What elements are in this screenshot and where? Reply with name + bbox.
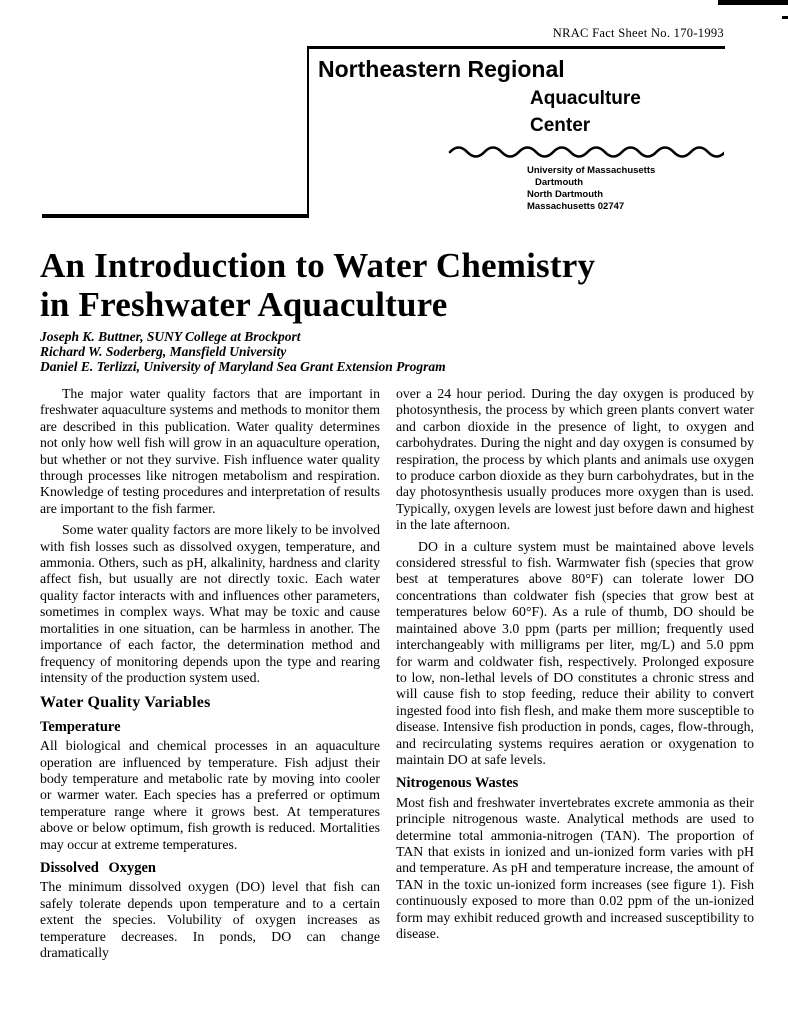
fact-sheet-number: NRAC Fact Sheet No. 170-1993 xyxy=(552,26,724,40)
author-list xyxy=(40,330,740,374)
paragraph: The major water quality factors that are important in freshwater aquaculture systems and methods to monitor them are described in this publication. Water quality determines not only how well fish will grow in an aquaculture operation, but whether or not they survive. Fish influence water quality through processes like nitrogen metabolism and respiration. Knowledge of testing procedures and interpretation of results are important to the fish farmer. xyxy=(40,386,380,516)
paragraph: DO in a culture system must be maintained above levels considered stressful to fish. Warmwater fish (species that grow best at temperatures above 80°F) can tolerate lower DO concentrations than coldwater fish (species that grow best at temperatures below 60°F). As a rule of thumb, DO should be maintained above 3.0 ppm (parts per million; frequently used interchangeably with milligrams per liter, mg/L) and 5.0 ppm for warm and coldwater fish, respectively. Prolonged exposure to low, non-lethal levels of DO constitutes a chronic stress and will cause fish to stop feeding, reduce their ability to convert ingested food into fish flesh, and make them more susceptible to disease. Intensive fish production in ponds, cages, flow-through, and recirculating systems requires aeration or oxygenation to maintain DO at safe levels. xyxy=(396,538,754,767)
author-line: Richard W. Soderberg, Mansfield University xyxy=(40,343,287,359)
subsection-heading: Temperature xyxy=(40,718,121,735)
subsection-heading: Dissolved Oxygen xyxy=(40,859,156,876)
section-heading: Water Quality Variables xyxy=(40,694,211,712)
address-line: Massachusetts 02747 xyxy=(527,201,625,212)
paragraph: All biological and chemical processes in an aquaculture operation are influenced by temperature. Fish adjust their body temperature and metabolic rate by moving into cooler or warmer water. Each species has a preferred or optimum temperature range where it grows best. At temperatures above or below optimum, fish growth is reduced. Mortalities may occur at extreme temperatures. xyxy=(40,738,380,852)
address-line: North Dartmouth xyxy=(527,189,603,200)
author-line: Daniel E. Terlizzi, University of Maryland Sea Grant Extension Program xyxy=(40,358,446,374)
org-name-line-3: Center xyxy=(530,115,591,136)
address-block xyxy=(527,165,655,213)
header-rule-left xyxy=(307,46,309,218)
doc-title-line-2: in Freshwater Aquaculture xyxy=(40,285,448,324)
author-line: Joseph K. Buttner, SUNY College at Brockport xyxy=(40,329,301,344)
subsection-heading: Nitrogenous Wastes xyxy=(396,775,519,792)
org-name-line-2: Aquaculture xyxy=(530,88,641,109)
paragraph: The minimum dissolved oxygen (DO) level that fish can safely tolerate depends upon temperature and to a certain extent the species. Volubility of oxygen increases as temperature decreases. In ponds, DO can change dramatically xyxy=(40,879,380,960)
wavy-rule xyxy=(448,143,724,159)
header-rule-bottom xyxy=(42,214,309,218)
doc-title xyxy=(40,246,740,324)
org-name-line-1: Northeastern Regional xyxy=(318,56,565,82)
column-right xyxy=(396,386,754,947)
paragraph: over a 24 hour period. During the day oxygen is produced by photosynthesis, the process by which green plants convert water and carbon dioxide in the presence of light, to oxygen and carbohydrates. During the night and day oxygen is consumed by respiration, the process by which plants and animals use oxygen to produce carbon dioxide as they burn carbohydrates, but in the day photosynthesis usually produces more oxygen than is used. Typically, oxygen levels are lowest just before dawn and highest in the late afternoon. xyxy=(396,386,754,533)
column-left xyxy=(40,386,380,966)
doc-title-line-1: An Introduction to Water Chemistry xyxy=(40,246,596,285)
scan-corner-bar xyxy=(718,0,788,5)
header-rule-top xyxy=(307,46,725,49)
address-line: University of Massachusetts xyxy=(527,165,656,176)
paragraph: Most fish and freshwater invertebrates excrete ammonia as their principle nitrogenous waste. Analytical methods are used to determine total ammonia-nitrogen (TAN). The proportion of TAN that exists in ionized and un-ionized form varies with pH and temperature. As pH and temperature increase, the amount of TAN in the toxic un-ionized form increases (see figure 1). Fish continuously exposed to more than 0.02 ppm of the un-ionized form may exhibit reduced growth and increased susceptibility to disease. xyxy=(396,794,754,941)
address-line: Dartmouth xyxy=(535,177,584,188)
paragraph: Some water quality factors are more likely to be involved with fish losses such as dissolved oxygen, temperature, and ammonia. Others, such as pH, alkalinity, hardness and clarity affect fish, but usually are not directly toxic. Each water quality factor interacts with and influences other parameters, sometimes in complex ways. What may be toxic and cause mortalities in one situation, can be harmless in another. The importance of each factor, the determination method and frequency of monitoring depends upon the type and rearing intensity of the production system used. xyxy=(40,522,380,685)
scan-corner-dash xyxy=(782,16,788,19)
